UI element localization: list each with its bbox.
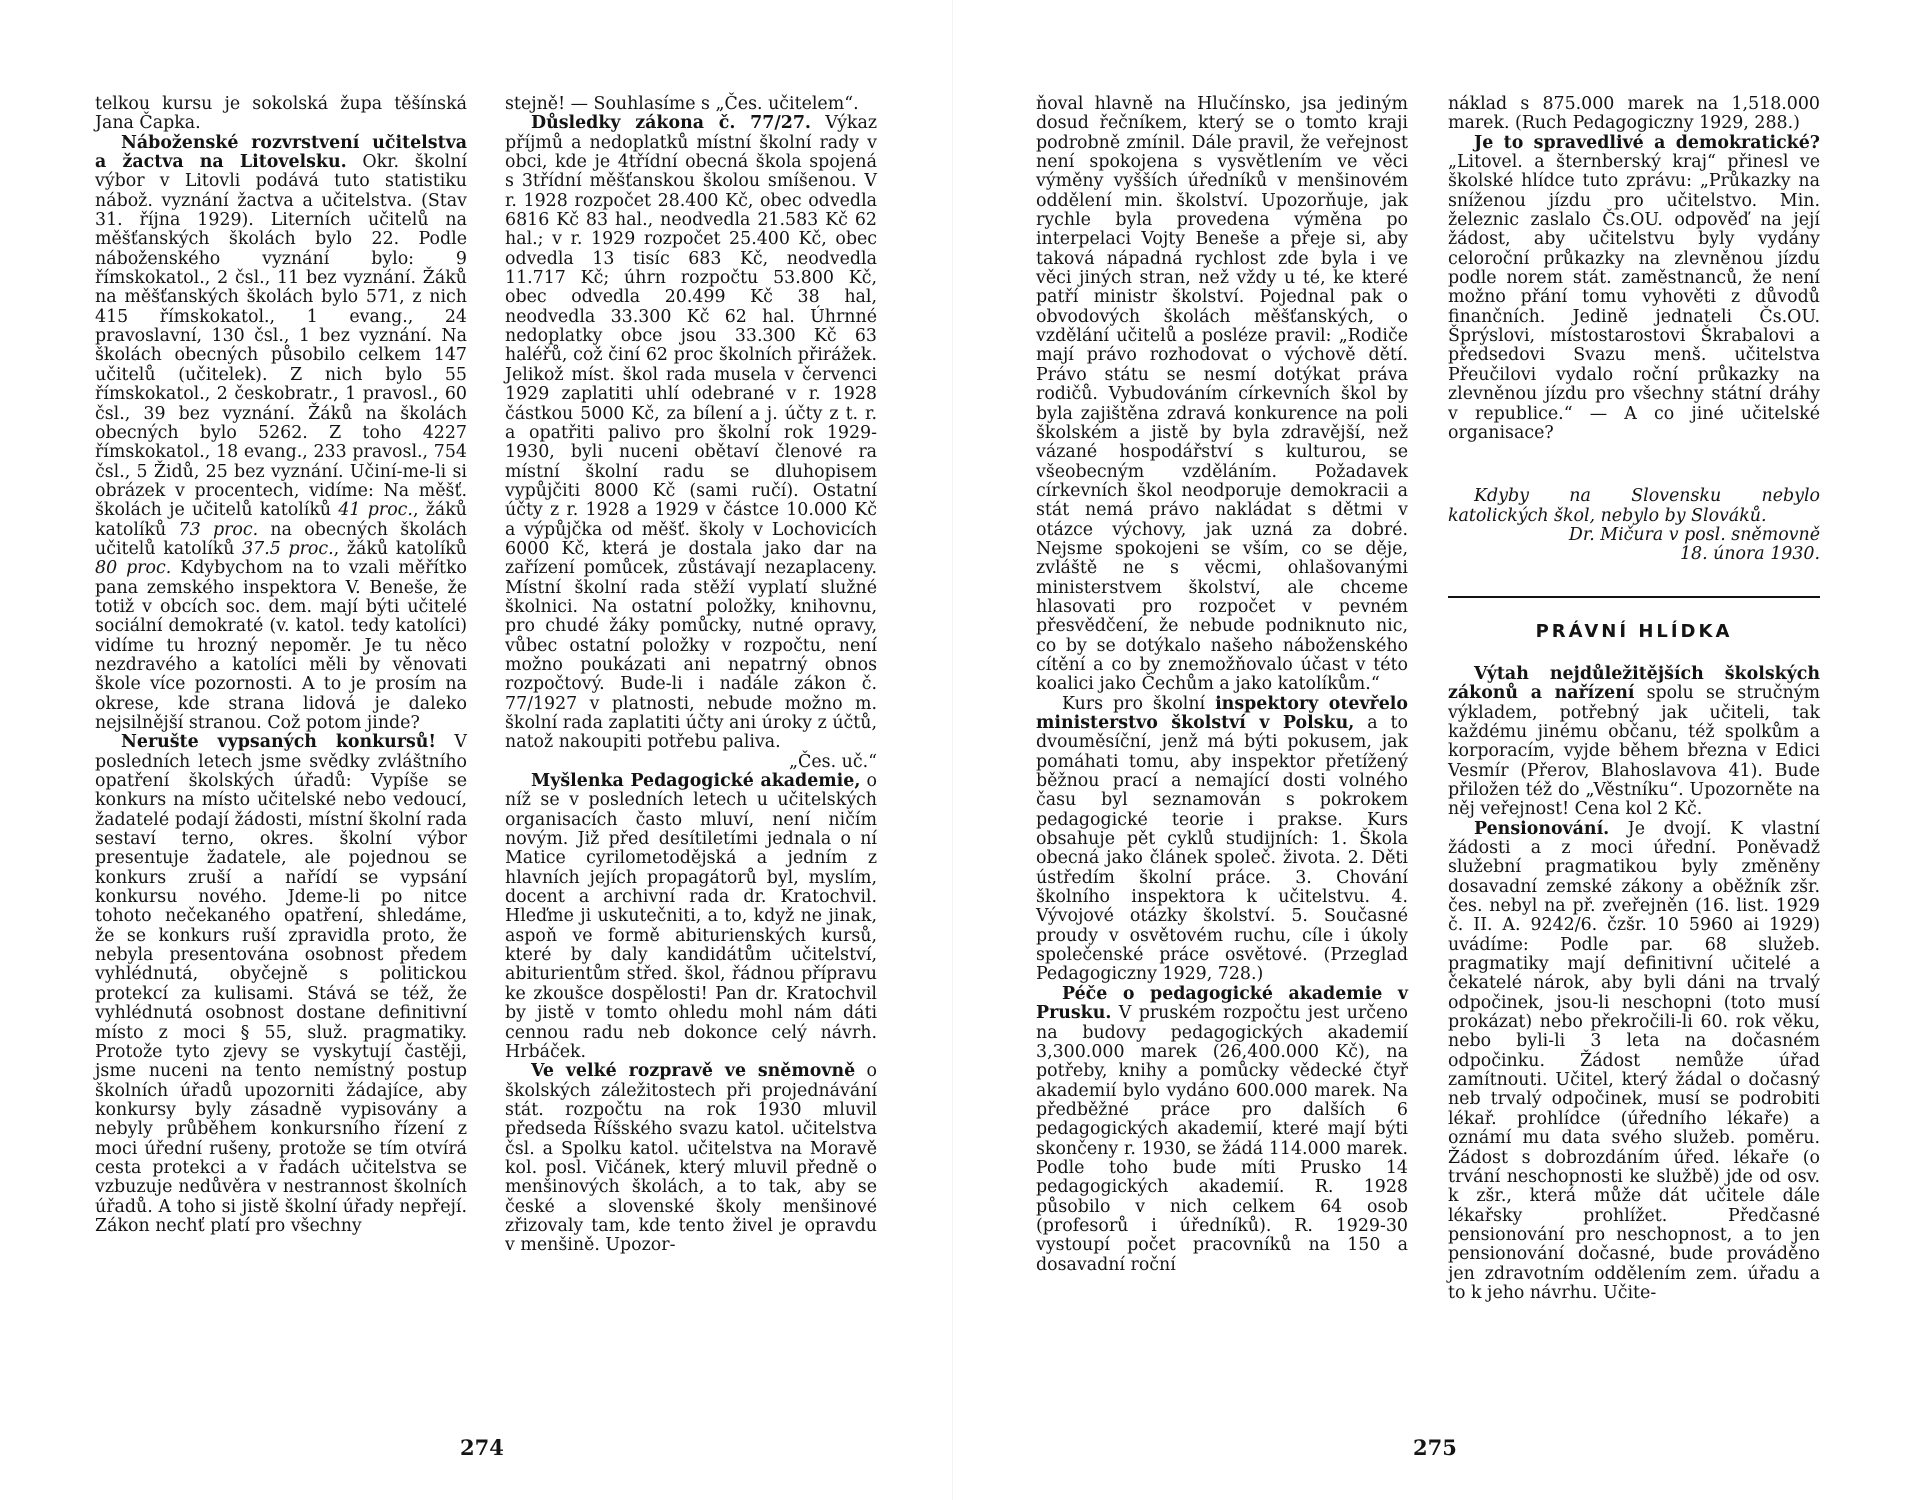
article-text: „Litovel. a šternberský kraj“ přinesl ve školské hlídce tuto zprávu: „Průkazky na sníženou jízdu pro učitelstvo. Min. železnic zaslalo Čs.OU. odpověď na její žádost, aby učitelstvu byly vydány celoroční průkazky na zlevněnou jízdu podle norem stát. zaměstnanců, že není možno přání tomu vyhověti z důvodů finančních. Jedině jednateli Čs.OU. Šprýslovi, místostarostovi Škrabalovi a předsedovi Svazu menš. učitelstva Přeučilovi vydalo roční průkazky na zlevněnou jízdu pro všechny státní dráhy v republice.“ — A co jiné učitelské organisace?	[1448, 152, 1820, 443]
article-heading: Náboženské rozvrstvení učitelstva a žactva na Litovelsku.	[95, 132, 467, 173]
article-signature: „Čes. uč.“	[789, 751, 877, 772]
article-competitions	[95, 733, 467, 1236]
quote-text: Kdyby na Slovensku nebylo katolických škol, nebylo by Slováků.	[1448, 486, 1820, 526]
percent-value: 73 proc.	[178, 519, 259, 540]
article-text: Je dvojí. K vlastní žádosti a z moci úřední. Poněvadž služební pragmatikou byly změněny dosavadní zemské zákony a oběžník zšr. čes. nebyl na př. zveřejněn (16. list. 1929 č. II. A. 9242/6. čzšr. 10 5960 ai 1929) uvádíme: Podle par. 68 služeb. pragmatiky mají definitivní učitelé a čekatelé nárok, aby byli dáni na trvalý odpočinek, jsou-li neschopni (toto musí prokázat) nebo překročili-li 60. rok věku, nebo byli-li 3 leta na dočasném odpočinku. Žádost nemůže úřad zamítnouti. Učitel, který žádal o dočasný neb trvalý odpočinek, musí se podrobiti lékař. prohlídce (úředního lékaře) a oznámí mu data svého služeb. poměru. Žádost s dobrozdáním úřed. lékaře (o trvání neschopnosti ke službě) jde od osv. k zšr., která může dát učitele dále lékařsky prohlížet. Předčasné pensionování pro neschopnost, a to jen pensionování dočasné, bude prováděno jen zdravotním oddělením zem. úřadu a to k jeho návrhu. Učite-	[1448, 818, 1820, 1303]
page-number: 274	[460, 1435, 504, 1460]
right-page	[953, 0, 1906, 1500]
article-text: , žáků katolíků	[95, 500, 468, 540]
section-title: PRÁVNÍ HLÍDKA	[1535, 620, 1733, 642]
paragraph: ňoval hlavně na Hlučínsko, jsa jediným dosud řečníkem, který se o tomto kraji podrobně zmínil. Dále pravil, že veřejnost není spokojena s vysvětlením ve věci výměny vyšších úředníků v menšinovém oddělení min. školství. Upozorňuje, jak rychle byla provedena výměna po interpelaci Vojty Beneše a přeje si, aby taková nápadná rychlost zde byla i ve věci jiných stran, než vždy u té, ke které patří ministr školství. Pojednal pak o obvodových školách měšťanských, o vzdělání učitelů a posléze pravil: „Rodiče mají právo rozhodovat o výchově dětí. Právo státu se nesmí dotýkat práva rodičů. Vybudováním církevních škol by byla zajištěna zdravá konkurence na poli školském a jistě by byla zdravější, než vázané hospodářství s kulturou, se všeobecným vzděláním. Požadavek církevních škol neodporuje demokracii a stát nemá právo nakládat s dětmi v otázce výchovy, jak uzná za dobré. Nejsme spokojeni se vším, co se děje, zvláště ne s věcmi, ohlašovanými ministerstvem školství, ale chceme hlasovati pro rozpočet v pevném přesvědčení, že nebude podniknuto nic, co by se dotýkalo našeho náboženského cítění a co by znemožňovalo účast v této koalici jako Čechům a jako katolíkům.“	[1036, 94, 1408, 695]
quote-author: Dr. Mičura v posl. sněmovně	[1568, 524, 1820, 545]
article-heading: Je to spravedlivé a demokratické?	[1474, 132, 1820, 153]
article-text: , žáků katolíků	[333, 538, 467, 559]
article-text: V posledních letech jsme svědky zvláštního opatření školských úřadů: Vypíše se konkurs na místo učitelské nebo vedoucí, žadatelé podají žádosti, místní školní rada sestaví terno, okres. školní výbor presentuje žadatele, ale pojednou se konkurs zruší a nařídí se vypsání konkursu nového. Jdeme-li po nitce tohoto nečekaného opatření, shledáme, že se konkurs ruší zpravidla proto, že nebyla presentována osobnost předem vyhlédnutá, obyčejně s politickou protekcí za kulisami. Stává se též, že vyhlédnutá osobnost dostane definitivní místo z moci § 55, služ. pragmatiky. Protože tyto zjevy se vyskytují častěji, jsme nuceni na tento nemístný postup školních úřadů upozorniti žádajíce, aby konkursy byly zásadně vypisovány a nebyly průběhem konkursního řízení z moci úřední rušeny, protože se tím otvírá cesta protekci a v řadách učitelstva se vzbuzuje nedůvěra v nestrannost školních úřadů. A toho si jistě školní úřady nepřejí. Zákon nechť platí pro všechny	[95, 732, 467, 1236]
quote-date: 18. února 1930.	[1679, 544, 1820, 565]
article-heading: Péče o pedagogické akademie v Prusku.	[1036, 983, 1408, 1024]
paragraph: telkou kursu je sokolská župa těšínská Jana Čapka.	[95, 94, 467, 134]
percent-value: 80 proc.	[95, 558, 172, 579]
article-heading: Pensionování.	[1474, 818, 1610, 839]
article-parliament-debate	[505, 1062, 877, 1255]
page-number: 275	[1413, 1435, 1457, 1460]
article-text: spolu se stručným výkladem, potřebný jak učiteli, tak každému jinému občanu, též spolkům a korporacím, vyjde během března v Edici Vesmír (Přerov, Blahoslavova 41). Bude přiložen též do „Věstníku“. Upozorněte na něj veřejnost! Cena kol 2 Kč.	[1448, 683, 1820, 820]
right-page-column-1	[1036, 95, 1408, 1275]
percent-value: 41 proc.	[338, 500, 413, 521]
paragraph: stejně! — Souhlasíme s „Čes. učitelem“.	[505, 94, 859, 114]
percent-value: 37.5 proc.	[242, 538, 334, 559]
left-page-column-2	[505, 95, 877, 1256]
left-page-column-1	[95, 95, 467, 1236]
article-heading: Myšlenka Pedagogické akademie,	[531, 771, 861, 792]
article-laws-digest	[1448, 665, 1820, 820]
article-law-consequences	[505, 114, 877, 752]
article-text: o školských záležitostech při projednávání stát. rozpočtu na rok 1930 mluvil předseda Říšského svazu katol. učitelstva čsl. a Spolku katol. učitelstva na Moravě kol. posl. Vičánek, který mluvil předně o menšinových školách, a to tak, aby se české a slovenské školy menšinové zřizovaly tam, kde tento živel je opravdu v menšině. Upozor-	[505, 1061, 877, 1256]
article-fair-democratic	[1448, 134, 1820, 444]
article-heading: Nerušte vypsaných konkursů!	[121, 732, 437, 753]
article-text: Výkaz příjmů a nedoplatků místní školní rady v obci, kde je 4třídní obecná škola spojená s 3třídní měšťanskou školou smíšenou. V r. 1928 rozpočet 28.400 Kč, obec odvedla 6816 Kč 83 hal., neodvedla 21.583 Kč 62 hal.; v r. 1929 rozpočet 25.400 Kč, obec odvedla 13 tisíc 683 Kč, neodvedla 11.717 Kč; úhrn rozpočtu 53.800 Kč, obec odvedla 20.499 Kč 38 hal, neodvedla 33.300 Kč 62 hal. Úhrnné nedoplatky obce jsou 33.300 Kč 63 haléřů, což činí 62 proc školních přirážek. Jelikož míst. škol rada musela v červenci 1929 zaplatiti uhlí odebrané v r. 1928 částkou 5000 Kč, za bílení a j. účty z t. r. a opatřiti palivo pro školní rok 1929-1930, byli nuceni obětaví členové ra místní školní radu se dluhopisem vypůjčiti 8000 Kč (sami ručí). Ostatní účty z r. 1928 a 1929 v částce 10.000 Kč a výpůjčka od měšť. školy v Lochovicích 6000 Kč, která je dostala jako dar na zařízení pomůcek, zůstávají nezaplaceny. Místní školní rada stěží vyplatí služné školnici. Na ostatní položky, knihovnu, pro chudé žáky pomůcky, nutné opravy, vůbec ostatní položky v rozpočtu, není možno poukázati ani nepatrný obnos rozpočtový. Bude-li i nadále zákon č. 77/1927 v platnosti, nebude možno m. školní rada zaplatiti účty ani úroky z účtů, natož nakoupiti potřebu paliva.	[505, 113, 877, 753]
quote-block	[1448, 487, 1820, 564]
article-text: Kdybychom na to vzali měřítko pana zemského inspektora V. Beneše, že totiž v obcích soc. dem. mají býti učitelé sociální demokraté (v. katol. tedy katolíci) vidíme tu hrozný nepoměr. Je tu něco nezdravého a katolíci měli by věnovati škole více pozornosti. A to je prosím na okrese, kde strana lidová je daleko nejsilnější stranou. Což potom jinde?	[95, 558, 467, 733]
section-divider	[1448, 596, 1820, 598]
article-heading: inspektory otevřelo ministerstvo školství v Polsku,	[1036, 693, 1408, 733]
article-text: a to dvouměsíční, jenž má býti pokusem, jak pomáhati tomu, aby inspektor přetížený běžnou prací a nemající dosti volného času byl seznamován s pokrokem pedagogické teorie i prakse. Kurs obsahuje pět cyklů studijních: 1. Škola obecná jako článek společ. života. 2. Děti ústředím školní práce. 3. Chování školního inspektora k učitelstvu. 4. Vývojové otázky školství. 5. Současné proudy v osvětovém ruchu, cíle i úkoly společenské práce osvětové. (Przeglad Pedagogiczny 1929, 728.)	[1036, 713, 1408, 985]
article-heading: Ve velké rozpravě ve sněmovně	[531, 1061, 856, 1082]
article-heading: Výtah nejdůležitějších školských zákonů a nařízení	[1448, 663, 1820, 704]
article-pedagogical-academy	[505, 772, 877, 1062]
article-text: Okr. školní výbor v Litovli podává tuto statistiku nábož. vyznání žactva a učitelstva. (Stav 31. října 1929). Literních učitelů na měšťanských školách bylo 22. Podle náboženského vyznání bylo: 9 římskokatol., 2 čsl., 11 bez vyznání. Žáků na měšťanských školách bylo 571, z nich 415 římskokatol., 1 evang., 24 pravoslavní, 130 čsl., 1 bez vyznání. Na školách obecných působilo celkem 147 učitelů (učitelek). Z nich bylo 55 římskokatol., 2 českobratr., 1 pravosl., 60 čsl., 39 bez vyznání. Žáků na školách obecných bylo 5262. Z toho 4227 římskokatol., 18 evang., 233 pravosl., 754 čsl., 5 Židů, 25 bez vyznání. Učiní-me-li si obrázek v procentech, vidíme: Na měšť. školách je učitelů katolíků	[95, 152, 468, 521]
article-text: na obecných školách učitelů katolíků	[95, 519, 467, 559]
article-inspector-course	[1036, 695, 1408, 985]
article-text: Kurs pro školní	[1062, 693, 1216, 714]
article-text: V pruském rozpočtu jest určeno na budovy pedagogických akademií 3,300.000 marek (26,400.000 Kč), na potřeby, knihy a pomůcky vědecké čtyř akademií bylo vydáno 600.000 marek. Na předběžné práce pro dalších 6 pedagogických akademií, které mají býti skončeny r. 1930, se žádá 114.000 marek. Podle toho bude míti Prusko 14 pedagogických akademií. R. 1928 působilo v nich celkem 64 osob (profesorů i úředníků). R. 1929-30 vystoupí počet pracovníků na 150 a dosavadní roční	[1036, 1003, 1408, 1275]
article-pensioning	[1448, 820, 1820, 1304]
paragraph: náklad s 875.000 marek na 1,518.000 marek. (Ruch Pedagogiczny 1929, 288.)	[1448, 94, 1820, 134]
article-text: o níž se v posledních letech u učitelských organisacích často mluví, není ničím novým. Již před desítiletími jednala o ní Matice cyrilometodějská a jedním z hlavních jejích propagátorů byl, myslím, docent a archivní rada dr. Kratochvil. Hleďme ji uskutečniti, a to, když ne jinak, aspoň ve formě abiturienských kursů, které by daly kandidátům učitelství, abiturientům střed. škol, řádnou přípravu ke zkoušce dospělosti! Pan dr. Kratochvil by jistě v tomto ohledu mohl nám dáti cennou radu neb dokonce celý návrh. Hrbáček.	[505, 771, 878, 1062]
right-page-column-2	[1448, 95, 1820, 1303]
article-prussia-academies	[1036, 985, 1408, 1275]
article-heading: Důsledky zákona č. 77/27.	[531, 113, 811, 134]
article-religious-stratification	[95, 134, 467, 734]
